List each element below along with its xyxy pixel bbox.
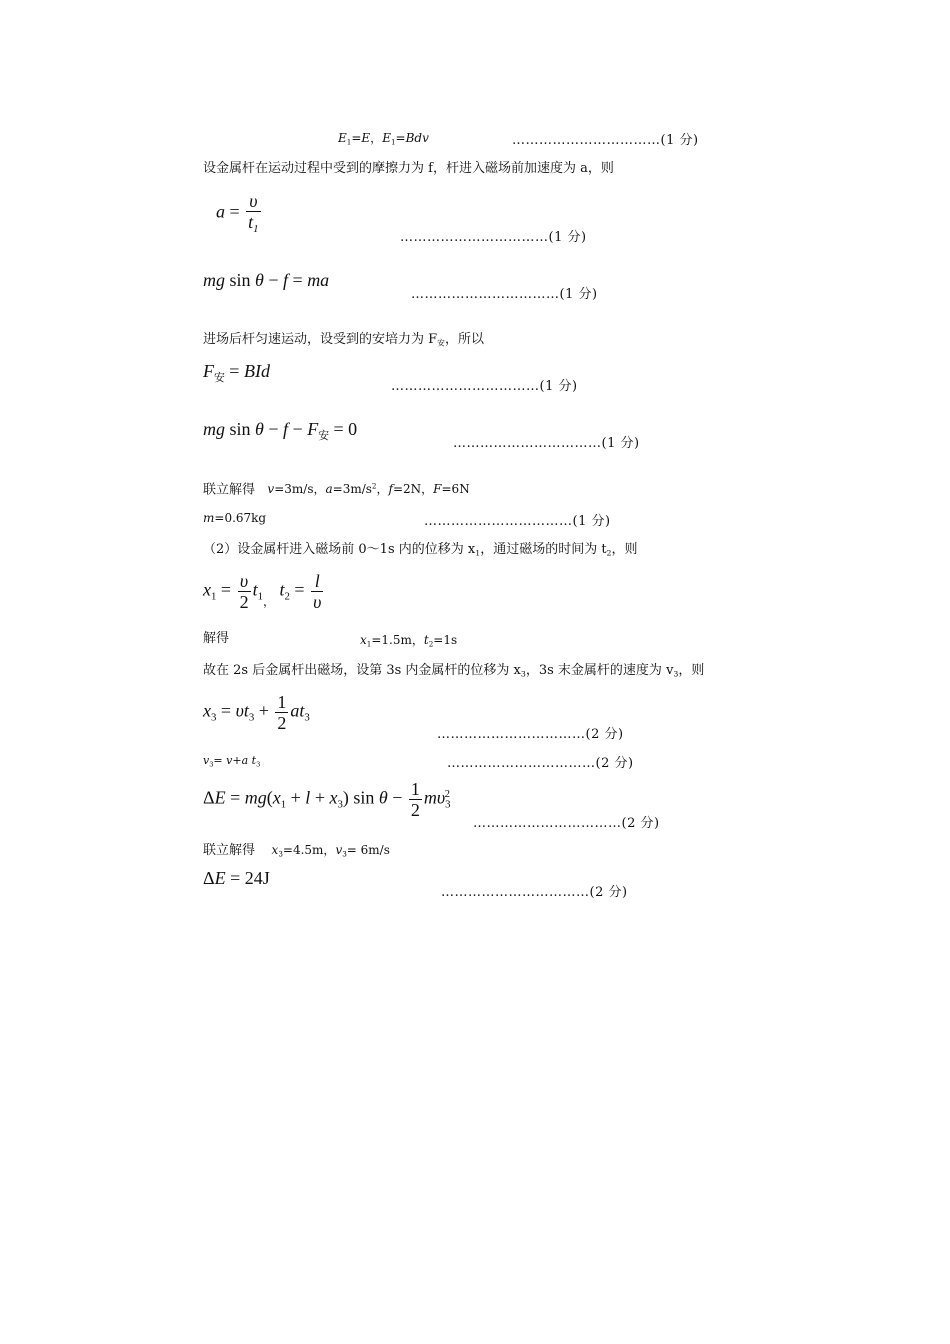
text-exit: 故在 2s 后金属杆出磁场，设第 3s 内金属杆的位移为 $x_3$，3s 末金属杆的速度为 $v_3$，则: [203, 663, 705, 679]
score-mark: (2 分): [595, 756, 634, 771]
eq-acceleration: a = $\frac{\upsilon}{t_1}$: [216, 191, 259, 235]
eq-v3: $v_3= v+a$ $t_3$: [203, 754, 261, 769]
score-dots: ……………………………(1 分): [512, 133, 699, 148]
score-dots: ……………………………(1 分): [411, 287, 598, 302]
score-mark: (2 分): [621, 816, 660, 831]
score-mark: (2 分): [585, 727, 624, 742]
score-mark: (1 分): [601, 436, 640, 451]
eq-newton-1: mg sin θ − f = ma: [203, 270, 330, 290]
score-dots: ……………………………(2 分): [447, 756, 634, 771]
text-friction: 设金属杆在运动过程中受到的摩擦力为 f，杆进入磁场前加速度为 a，则: [203, 161, 614, 176]
score-mark: (1 分): [559, 287, 598, 302]
mass-result: m=0.67kg: [203, 511, 267, 525]
solve-line-3: 联立解得 $x_3=4.5m$，$v_3= 6m/s$: [203, 843, 390, 859]
eq-newton-2: mg $\sin \theta - f - F_安 = 0$: [203, 419, 358, 442]
score-mark: (1 分): [548, 230, 587, 245]
eq-x1-t2: $x_1$ = $\frac{\upsilon}{2}$ $t_{1,}$ $t_2$ = $\frac{l}{\upsilon}$: [203, 571, 322, 612]
solve-line-2: 解得: [203, 631, 230, 646]
eq-energy: $\Delta E = mg(x_1 + l + x_3)$ sin θ − $\frac{1}{2}$ $m\upsilon_3^2$: [203, 779, 451, 820]
score-dots: ……………………………(1 分): [424, 514, 611, 529]
solve2-values: $x_1=1.5m$，$t_2=1s$: [360, 633, 458, 649]
score-dots: ……………………………(2 分): [437, 727, 624, 742]
score-mark: (1 分): [539, 379, 578, 394]
text-uniform: 进场后杆匀速运动，设受到的安培力为 $F_安$，所以: [203, 332, 484, 348]
score-dots: ……………………………(1 分): [400, 230, 587, 245]
score-dots: ……………………………(2 分): [441, 885, 628, 900]
score-mark: (1 分): [572, 514, 611, 529]
score-mark: (2 分): [589, 885, 628, 900]
eq-ampere-force: $F_安$ = BId: [203, 361, 270, 384]
part2-text: （2）设金属杆进入磁场前 0～1s 内的位移为 $x_1$，通过磁场的时间为 $t_2$，则: [203, 542, 638, 558]
score-dots: ……………………………(1 分): [391, 379, 578, 394]
solve-line-1: 联立解得 v=3m/s，$a=3m/s^2$，f=2N，F=6N: [203, 482, 470, 498]
eq-energy-result: ΔE = 24J: [203, 868, 270, 888]
score-dots: ……………………………(1 分): [453, 436, 640, 451]
score-dots: ……………………………(2 分): [473, 816, 660, 831]
score-mark: (1 分): [660, 133, 699, 148]
eq-x3: $x_3 = \upsilon t_3$ + $\frac{1}{2}$ $at_3$: [203, 692, 310, 733]
eq-e1: $E_1=E$，$E_1=Bdv$: [338, 131, 429, 147]
